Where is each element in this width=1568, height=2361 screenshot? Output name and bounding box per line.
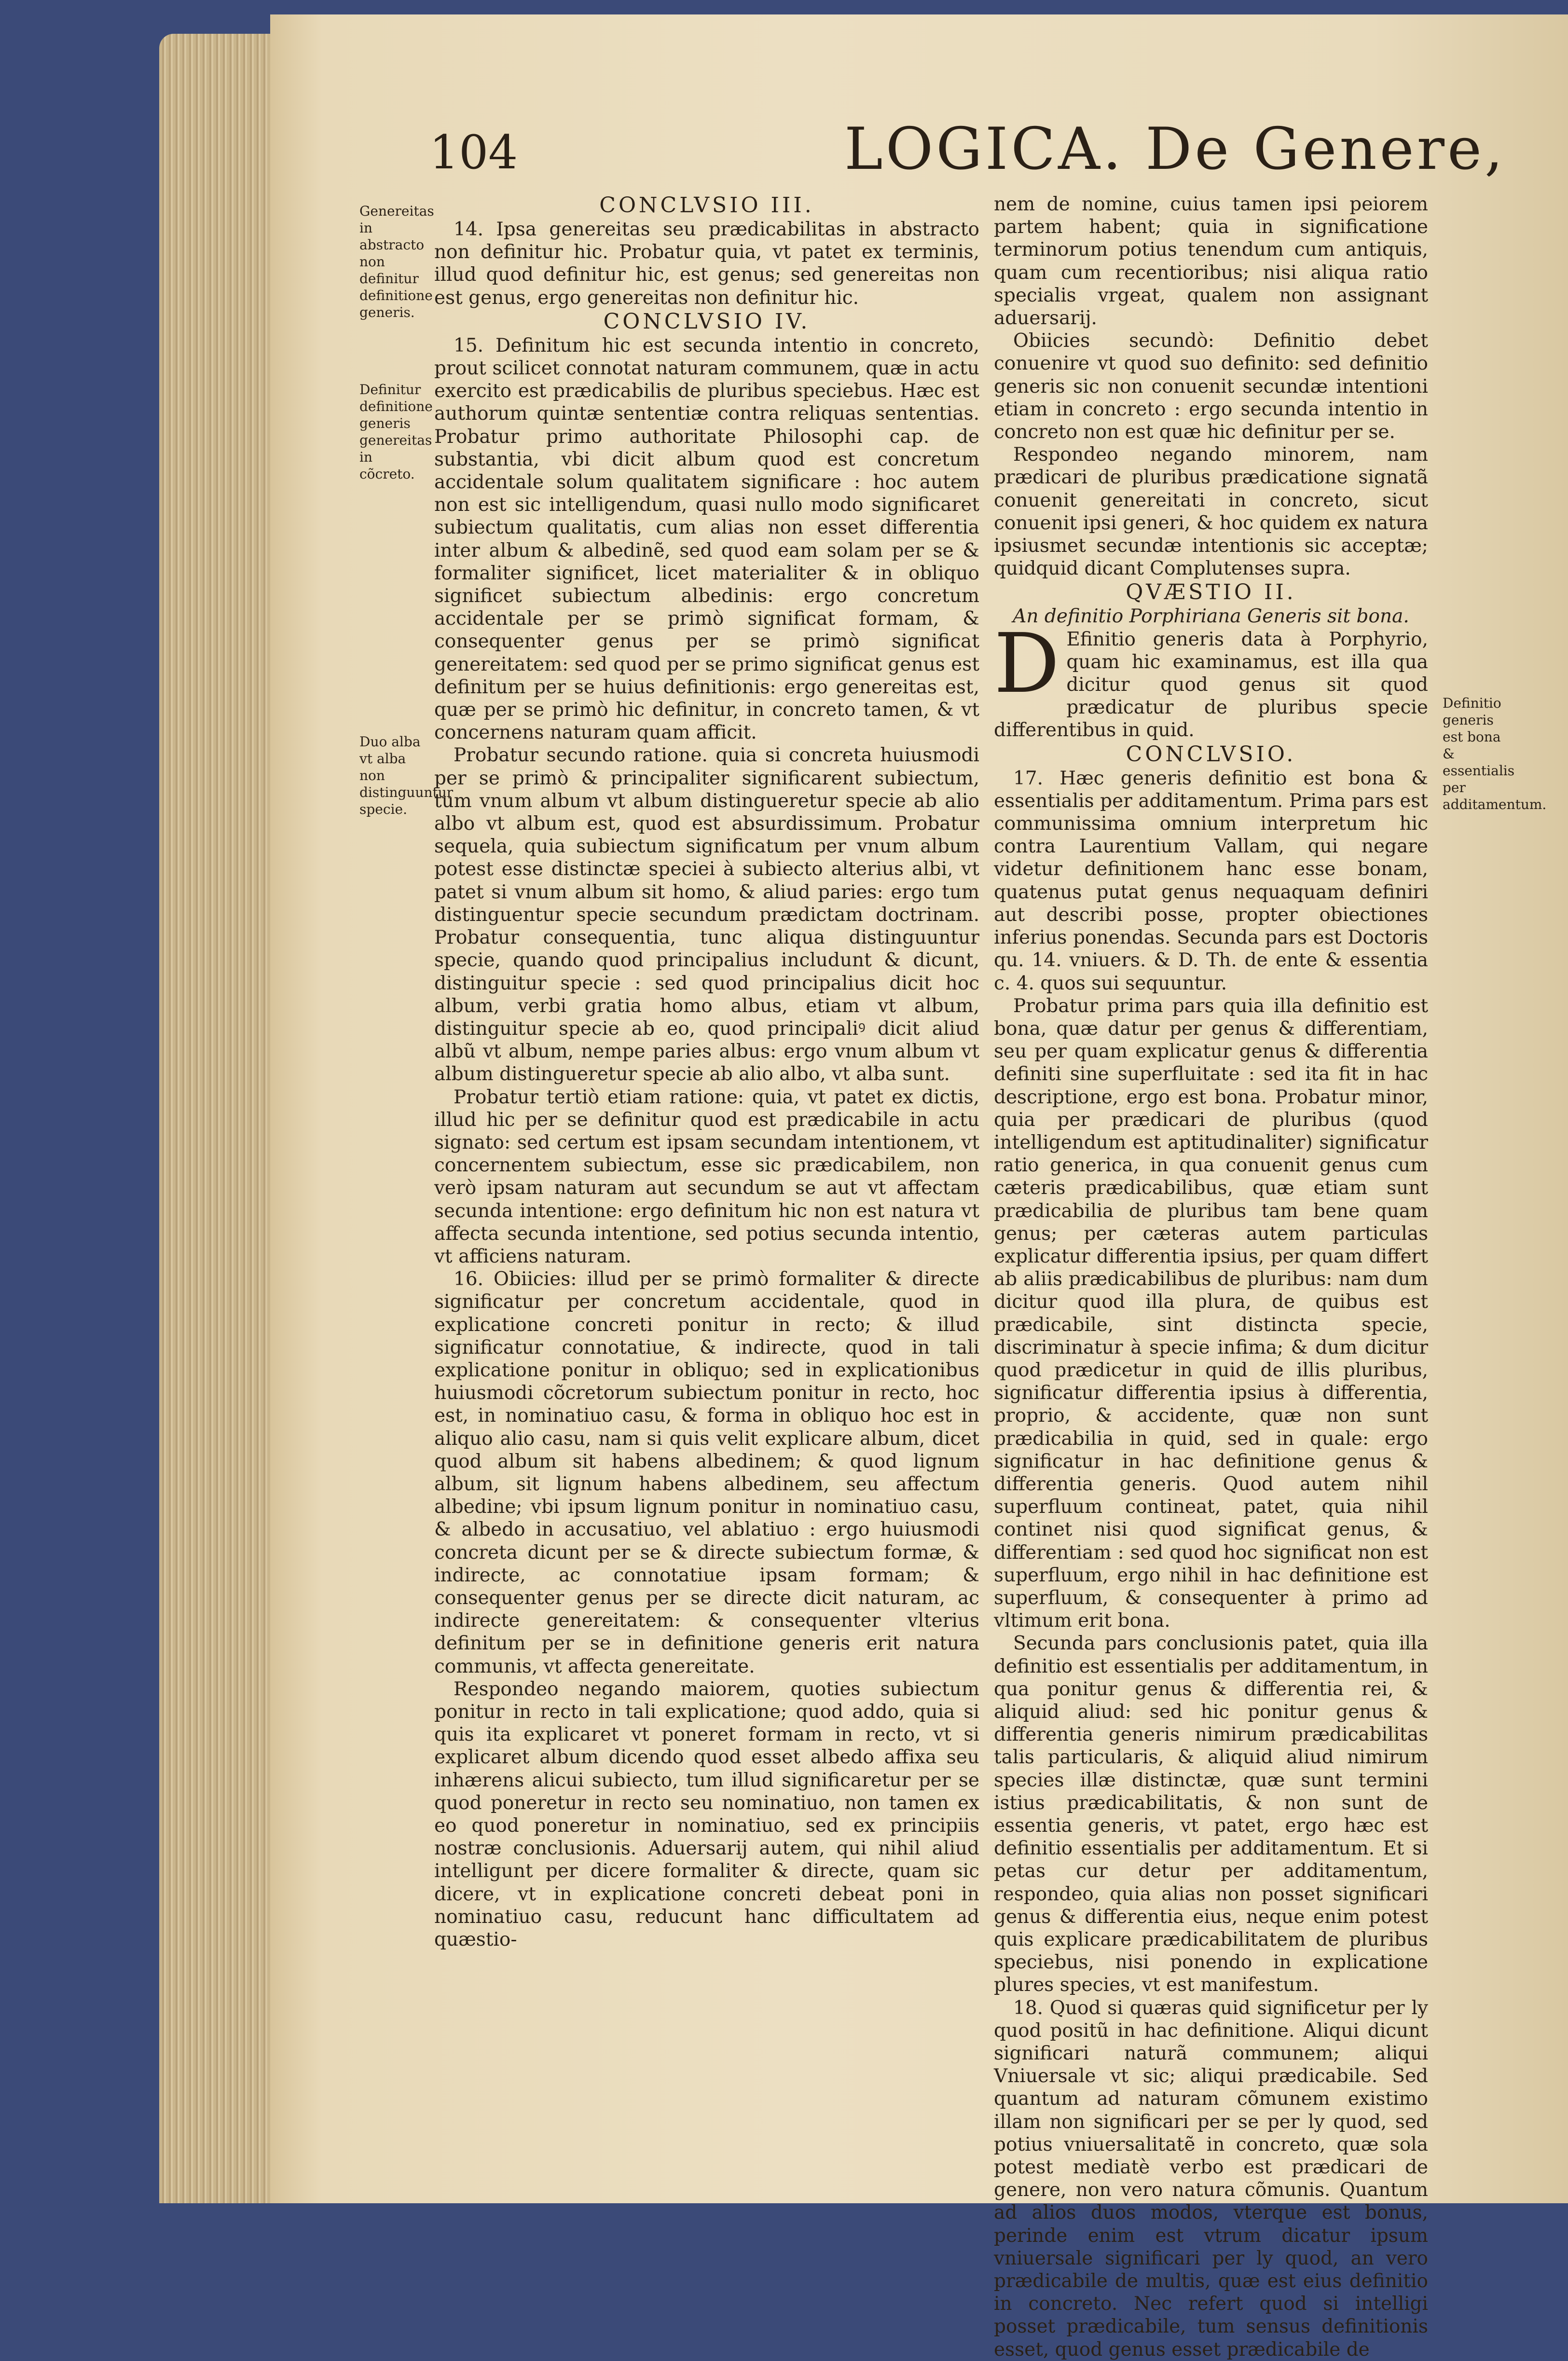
margin-note: Genereitas in abstracto non definitur definitione generis. bbox=[359, 203, 434, 320]
question-heading: QVÆSTIO II. bbox=[1126, 580, 1296, 605]
paragraph: Obiicies secundò: Definitio debet conuenire vt quod suo definito: sed definitio generis sic non conuenit secundæ intentioni etiam in concreto : ergo secunda intentio in concreto non est quæ hic definitur per se. bbox=[994, 330, 1428, 443]
paragraph: Probatur tertiò etiam ratione: quia, vt patet ex dictis, illud hic per se definitur quod est prædicabile in actu signato: sed certum est ipsam secundam intentionem, vt concernentem subiectum, esse sic prædicabilem, non verò ipsam naturam aut secundum se aut vt affectam secunda intentione: ergo definitum hic non est natura vt affecta secunda intentione, sed potius secunda intentio, vt afficiens naturam. bbox=[434, 1086, 979, 1267]
page-number: 104 bbox=[429, 125, 518, 179]
margin-note: Definitio generis est bona & essentialis per additamentum. bbox=[1443, 695, 1547, 812]
right-column bbox=[994, 193, 1428, 2361]
running-title: LOGICA. De Genere, bbox=[844, 116, 1506, 183]
book-page bbox=[270, 14, 1568, 2361]
paragraph: 17. Hæc generis definitio est bona & essentialis per additamentum. Prima pars est communissima omnium interpretum hic contra Laurentium Vallam, qui negare videtur definitionem hanc esse bonam, quatenus putat genus nequaquam definiri aut describi posse, propter obiectiones inferius ponendas. Secunda pars est Doctoris qu. 14. vniuers. & D. Th. de ente & essentia c. 4. quos sui sequuntur. bbox=[994, 767, 1428, 994]
section-heading: CONCLVSIO III. bbox=[599, 193, 814, 218]
paragraph: Probatur prima pars quia illa definitio est bona, quæ datur per genus & differentiam, seu per quam explicatur genus & differentia definiti sine superfluitate : sed ita fit in hac descriptione, ergo est bona. Probatur minor, quia per prædicari de pluribus (quod intelligendum est aptitudinaliter) significatur ratio generica, in qua conuenit genus cum cæteris prædicabilibus, quæ etiam sunt prædicabilia de pluribus tam bene quam genus; per cæteras autem particulas explicatur differentia ipsius, per quam differt ab aliis prædicabilibus de pluribus: nam dum dicitur quod illa plura, de quibus est prædicabile, sint distincta specie, discriminatur à specie infima; & dum dicitur quod prædicetur in quid de illis pluribus, significatur differentia ipsius à differentia, proprio, & accidente, quæ non sunt prædicabilia in quid, sed in quale: ergo significatur in hac definitione genus & differentia generis. Quod autem nihil superfluum contineat, patet, quia nihil continet nisi quod significat genus, & differentiam : sed quod hoc significat non est superfluum, ergo nihil in hac definitione est superfluum, & consequenter à primo ad vltimum erit bona. bbox=[994, 995, 1428, 1632]
paragraph: Respondeo negando maiorem, quoties subiectum ponitur in recto in tali explicatione; quod addo, quia si quis ita explicaret vt poneret formam in recto, vt si explicaret album dicendo quod esset albedo affixa seu inhærens alicui subiecto, tum illud significaretur per se quod poneretur in recto seu nominatiuo, non tamen ex eo quod poneretur in nominatiuo, sed ex principiis nostræ conclusionis. Aduersarij autem, qui nihil aliud intelligunt per dicere formaliter & directe, quam sic dicere, vt in explicatione concreti debeat poni in nominatiuo casu, reducunt hanc difficultatem ad quæstio- bbox=[434, 1678, 979, 1951]
paragraph: Efinitio generis data à Porphyrio, quam hic examinamus, est illa qua dicitur quod genus sit quod prædicatur de pluribus specie differentibus in quid. bbox=[994, 628, 1428, 741]
paragraph: 14. Ipsa genereitas seu prædicabilitas in abstracto non definitur hic. Probatur quia, vt patet ex terminis, illud quod definitur hic, est genus; sed genereitas non est genus, ergo genereitas non definitur hic. bbox=[434, 219, 979, 309]
paragraph: nem de nomine, cuius tamen ipsi peiorem partem habent; quia in significatione terminorum potius tenendum cum antiquis, quam cum recentioribus; nisi aliqua ratio specialis vrgeat, qualem non assignant aduersarij. bbox=[994, 193, 1428, 329]
margin-note: Duo alba vt alba non distinguuntur specie. bbox=[359, 734, 454, 817]
paragraph: Probatur secundo ratione. quia si concreta huiusmodi per se primò & principaliter significarent subiectum, tum vnum album vt album distingueretur specie ab alio albo vt album est, quod est absurdissimum. Probatur sequela, quia subiectum significatum per vnum album potest esse distinctæ speciei à subiecto alterius albi, vt patet si vnum album sit homo, & aliud paries: ergo tum distinguentur specie secundum prædictam doctrinam. Probatur consequentia, tunc aliqua distinguuntur specie, quando quod principalius includunt & dicunt, distinguitur specie : sed quod principalius dicit hoc album, verbi gratia homo albus, etiam vt album, distinguitur specie ab eo, quod principaliꝰ dicit aliud albũ vt album, nempe paries albus: ergo vnum album vt album distingueretur specie ab alio albo, vt alba sunt. bbox=[434, 744, 979, 1085]
section-heading: CONCLVSIO. bbox=[1126, 741, 1296, 767]
paragraph: Respondeo negando minorem, nam prædicari de pluribus prædicatione signatã conuenit genereitati in concreto, sicut conuenit ipsi generi, & hoc quidem ex natura ipsiusmet secundæ intentionis sic acceptæ; quidquid dicant Complutenses supra. bbox=[994, 444, 1428, 580]
margin-note: Definitur definitione generis genereitas in cõcreto. bbox=[359, 382, 433, 482]
page-header bbox=[429, 116, 1539, 183]
paragraph: 18. Quod si quæras quid significetur per ly quod positũ in hac definitione. Aliqui dicunt significari naturã communem; aliqui Vniuersale vt sic; aliqui prædicabile. Sed quantum ad naturam cõmunem existimo illam non significari per se per ly quod, sed potius vniuersalitatẽ in concreto, quæ sola potest mediatè verbo est prædicari de genere, non vero natura cõmunis. Quantum ad alios duos modos, vterque est bonus, perinde enim est vtrum dicatur ipsum vniuersale significari per ly quod, an vero prædicabile de multis, quæ est eius definitio in concreto. Nec refert quod si intelligi posset prædicabile, tum sensus definitionis esset, quod genus esset prædicabile de bbox=[994, 1997, 1428, 2361]
paragraph: 16. Obiicies: illud per se primò formaliter & directe significatur per concretum accidentale, quod in explicatione concreti ponitur in recto; & illud significatur connotatiue, & indirecte, quod in tali explicatione ponitur in obliquo; sed in explicationibus huiusmodi cõcretorum subiectum ponitur in recto, hoc est, in nominatiuo casu, & forma in obliquo hoc est in aliquo alio casu, nam si quis velit explicare album, dicet quod album sit habens albedinem; & quod lignum album, sit lignum habens albedinem, seu affectum albedine; vbi ipsum lignum ponitur in nominatiuo casu, & albedo in accusatiuo, vel ablatiuo : ergo huiusmodi concreta dicunt per se & directe subiectum formæ, & indirecte, ac connotatiue ipsam formam; & consequenter genus per se directe dicit naturam, ac indirecte genereitatem: & consequenter vlterius definitum per se in definitione generis erit natura communis, vt affecta genereitate. bbox=[434, 1268, 979, 1677]
drop-capital: D bbox=[994, 616, 1060, 712]
section-heading: CONCLVSIO IV. bbox=[603, 309, 811, 334]
left-column bbox=[434, 193, 979, 1951]
paragraph: Secunda pars conclusionis patet, quia illa definitio est essentialis per additamentum, in qua ponitur genus & differentia rei, & aliquid aliud: sed hic ponitur genus & differentia generis nimirum prædicabilitas talis particularis, & aliquid aliud nimirum species illæ distinctæ, quæ sunt termini istius prædicabilitatis, & non sunt de essentia generis, vt patet, ergo hæc est definitio essentialis per additamentum. Et si petas cur detur per additamentum, respondeo, quia alias non posset significari genus & differentia eius, neque enim potest quis explicare prædicabilitatem de pluribus speciebus, nisi ponendo in explicatione plures species, vt est manifestum. bbox=[994, 1633, 1428, 1996]
question-subtitle: An definitio Porphiriana Generis sit bona. bbox=[1013, 605, 1409, 628]
paragraph: 15. Definitum hic est secunda intentio in concreto, prout scilicet connotat naturam communem, quæ in actu exercito est prædicabilis de pluribus speciebus. Hæc est authorum quintæ sententiæ contra reliquas sententias. Probatur primo authoritate Philosophi cap. de substantia, vbi dicit album quod est concretum accidentale solum qualitatem significare : hoc autem non est sic intelligendum, quasi nullo modo significaret subiectum qualitatis, cum alias non esset differentia inter album & albedinẽ, sed quod eam solam per se & formaliter significet, licet materialiter & in obliquo significet subiectum albedinis: ergo concretum accidentale per se primò significat formam, & consequenter genus per se primò significat genereitatem: sed quod per se primo significat genus est definitum per se huius definitionis: ergo genereitas est, quæ per se primò hic definitur, in concreto tamen, & vt concernens naturam quam afficit. bbox=[434, 334, 979, 744]
